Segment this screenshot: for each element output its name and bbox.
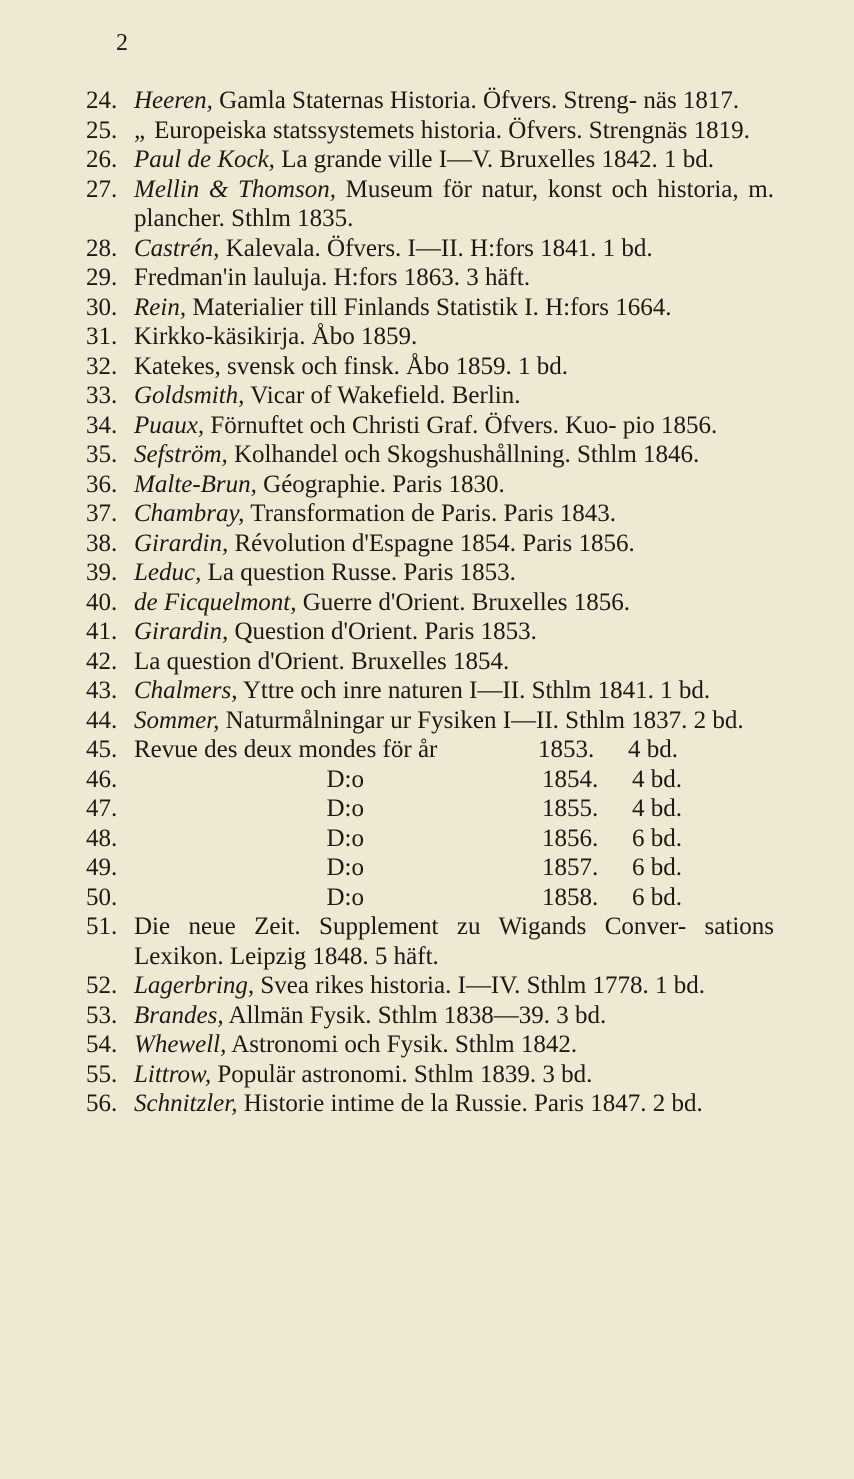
catalogue-entry	[86, 617, 774, 647]
ditto-mark: D:o	[326, 854, 364, 881]
catalogue-entry-ditto	[86, 794, 774, 824]
entry-text	[134, 86, 774, 116]
entry-number: 55.	[86, 1060, 118, 1088]
entry-volumes: 4 bd.	[632, 765, 682, 793]
catalogue-entry	[86, 470, 774, 500]
entry-text	[134, 234, 774, 264]
entry-title: Svea rikes historia. I—IV. Sthlm 1778. 1 bd.	[260, 972, 706, 999]
entry-title: Förnuftet och Christi Graf. Öfvers. Kuo- pio 1856.	[210, 411, 718, 439]
entry-text	[134, 1060, 774, 1090]
entry-number: 31.	[86, 323, 118, 350]
catalogue-entry	[86, 263, 774, 293]
entry-title: Révolution d'Espagne 1854. Paris 1856.	[234, 529, 635, 557]
entry-year: 1855.	[542, 795, 599, 822]
column-gap	[372, 794, 542, 824]
catalogue-entry	[86, 558, 774, 588]
entry-text	[134, 263, 774, 293]
entry-text	[134, 588, 774, 618]
entry-text	[134, 558, 774, 588]
entry-number: 30.	[86, 293, 118, 321]
ditto-rows	[86, 765, 774, 913]
catalogue-entry	[86, 1030, 774, 1060]
entry-text	[134, 912, 774, 971]
entry-title: Fredman'in lauluja. H:fors 1863. 3 häft.	[134, 264, 531, 291]
entry-text	[134, 470, 774, 500]
catalogue-entry	[86, 971, 774, 1001]
entry-author: Puaux,	[134, 411, 205, 439]
entry-title: Materialier till Finlands Statistik I. H:fors 1664.	[192, 293, 672, 321]
entry-title: Question d'Orient. Paris 1853.	[234, 618, 537, 645]
column-gap	[372, 765, 542, 795]
entry-number: 37.	[86, 500, 118, 527]
entry-number: 52.	[86, 972, 118, 999]
entry-number: 56.	[86, 1090, 118, 1117]
column-gap	[372, 853, 542, 883]
catalogue-entry	[86, 234, 774, 264]
entry-number: 47.	[86, 795, 118, 822]
catalogue-entry-ditto	[86, 853, 774, 883]
ditto-mark: D:o	[326, 795, 364, 822]
entry-number: 24.	[86, 87, 118, 114]
catalogue-entry	[86, 529, 774, 559]
entry-number: 46.	[86, 765, 118, 793]
catalogue-list	[86, 86, 774, 1119]
entry-volumes: 6 bd.	[632, 824, 682, 852]
column-gap	[372, 883, 542, 913]
entry-volumes: 6 bd.	[632, 883, 682, 911]
entry-title: Naturmålningar ur Fysiken I—II. Sthlm 1837. 2 bd.	[225, 706, 744, 734]
entry-text	[134, 676, 774, 706]
entry-author: Schnitzler,	[134, 1090, 238, 1117]
page-number: 2	[116, 30, 128, 56]
entry-number: 48.	[86, 824, 118, 852]
entry-author: Castrén,	[134, 234, 220, 262]
entry-number: 41.	[86, 618, 118, 645]
entry-number: 43.	[86, 677, 118, 704]
catalogue-entry	[86, 381, 774, 411]
entry-number: 40.	[86, 588, 118, 616]
entry-number: 28.	[86, 234, 118, 262]
ditto-mark: D:o	[326, 765, 364, 793]
entry-author: Lagerbring,	[134, 972, 255, 999]
entry-text	[134, 971, 774, 1001]
entry-title: Gamla Staternas Historia. Öfvers. Streng- näs 1817.	[219, 87, 740, 114]
entries-part-1	[86, 86, 774, 735]
entry-title: Kalevala. Öfvers. I—II. H:fors 1841. 1 bd.	[225, 234, 653, 262]
entry-author: Rein,	[134, 293, 187, 321]
entry-text	[134, 381, 774, 411]
entry-author: Brandes,	[134, 1001, 224, 1029]
catalogue-entry-ditto	[86, 824, 774, 854]
entry-text	[134, 440, 774, 470]
entry-title: Vicar of Wakefield. Berlin.	[250, 382, 521, 409]
catalogue-entry	[86, 440, 774, 470]
entry-title: Museum för natur, konst och historia, m. plancher. Sthlm 1835.	[134, 175, 774, 232]
entry-text	[134, 617, 774, 647]
catalogue-entry	[86, 912, 774, 971]
entry-number: 42.	[86, 647, 118, 675]
catalogue-entry-ditto	[86, 883, 774, 913]
entry-text	[134, 411, 774, 441]
catalogue-entry	[86, 293, 774, 323]
entry-author: Chambray,	[134, 500, 245, 527]
entry-author: de Ficquelmont,	[134, 588, 297, 616]
entry-title: Géographie. Paris 1830.	[263, 470, 505, 498]
catalogue-entry	[86, 1001, 774, 1031]
entry-title: La grande ville I—V. Bruxelles 1842. 1 bd.	[281, 146, 714, 173]
entry-number: 39.	[86, 559, 118, 586]
entry-number: 32.	[86, 352, 118, 380]
entry-author: Mellin & Thomson,	[134, 175, 336, 203]
entry-title: Guerre d'Orient. Bruxelles 1856.	[302, 588, 631, 616]
entry-title: Kolhandel och Skogshushållning. Sthlm 1846.	[234, 441, 700, 468]
entry-title: Europeiska statssystemets historia. Öfvers. Strengnäs 1819.	[154, 116, 750, 144]
entry-author: Leduc,	[134, 559, 202, 586]
catalogue-entry	[86, 588, 774, 618]
catalogue-entry	[86, 499, 774, 529]
entry-year: 1857.	[542, 854, 599, 881]
entry-number: 44.	[86, 706, 118, 734]
entry-number: 29.	[86, 264, 118, 291]
entry-text	[134, 706, 774, 736]
entry-title: Astronomi och Fysik. Sthlm 1842.	[231, 1031, 578, 1058]
entry-number: 34.	[86, 411, 118, 439]
catalogue-entry	[86, 175, 774, 234]
ditto-mark: D:o	[326, 883, 364, 911]
entry-year: 1854.	[542, 765, 599, 793]
catalogue-entry	[86, 1060, 774, 1090]
entry-text	[134, 1089, 774, 1119]
entry-author: Sefström,	[134, 441, 228, 468]
entry-text	[134, 499, 774, 529]
entry-volumes: 4 bd.	[628, 736, 678, 763]
entry-title: La question d'Orient. Bruxelles 1854.	[134, 647, 510, 675]
entry-number: 35.	[86, 441, 118, 468]
entry-number: 25.	[86, 116, 118, 144]
entry-number: 54.	[86, 1031, 118, 1058]
entry-text	[134, 293, 774, 323]
entry-number: 27.	[86, 175, 118, 203]
entry-number: 33.	[86, 382, 118, 409]
entry-number: 45.	[86, 736, 118, 763]
entry-year: 1856.	[542, 824, 599, 852]
entry-number: 38.	[86, 529, 118, 557]
column-gap	[372, 824, 542, 854]
entry-title: Kirkko-käsikirja. Åbo 1859.	[134, 323, 418, 350]
entry-volumes: 4 bd.	[632, 795, 682, 822]
entry-title: Katekes, svensk och finsk. Åbo 1859. 1 bd.	[134, 352, 568, 380]
entry-text	[134, 1030, 774, 1060]
catalogue-entry-ditto	[86, 765, 774, 795]
entry-author: Girardin,	[134, 618, 229, 645]
entry-text	[134, 145, 774, 175]
entry-author: Paul de Kock,	[134, 146, 275, 173]
entry-number: 50.	[86, 883, 118, 911]
entry-author: Girardin,	[134, 529, 229, 557]
catalogue-entry	[86, 145, 774, 175]
entry-title: Populär astronomi. Sthlm 1839. 3 bd.	[217, 1060, 593, 1088]
entry-year: 1858.	[542, 883, 599, 911]
entry-text	[134, 322, 774, 352]
catalogue-entry-45	[86, 735, 774, 765]
entry-title: Yttre och inre naturen I—II. Sthlm 1841. 1 bd.	[242, 677, 711, 704]
entry-author: Heeren,	[134, 87, 213, 114]
entry-text	[134, 116, 774, 146]
entry-title: Revue des deux mondes för år	[134, 736, 438, 763]
catalogue-entry	[86, 676, 774, 706]
catalogue-entry	[86, 352, 774, 382]
ditto-mark: D:o	[326, 824, 364, 852]
entry-text	[134, 1001, 774, 1031]
entry-author: Chalmers,	[134, 677, 238, 704]
entry-title: Allmän Fysik. Sthlm 1838—39. 3 bd.	[228, 1001, 607, 1029]
catalogue-entry	[86, 86, 774, 116]
entry-text	[134, 529, 774, 559]
entry-number: 26.	[86, 146, 118, 173]
entry-number: 36.	[86, 470, 118, 498]
entry-title: Die neue Zeit. Supplement zu Wigands Conver- sations Lexikon. Leipzig 1848. 5 häft.	[134, 913, 774, 970]
entry-author: „	[134, 116, 148, 144]
entry-volumes: 6 bd.	[632, 854, 682, 881]
entry-author: Malte-Brun,	[134, 470, 257, 498]
catalogue-entry	[86, 411, 774, 441]
entry-number: 53.	[86, 1001, 118, 1029]
entry-text	[134, 647, 774, 677]
catalogue-entry	[86, 1089, 774, 1119]
catalogue-entry	[86, 116, 774, 146]
entry-title: Transformation de Paris. Paris 1843.	[250, 500, 616, 527]
entry-author: Goldsmith,	[134, 382, 245, 409]
catalogue-entry	[86, 647, 774, 677]
entry-author: Littrow,	[134, 1060, 212, 1088]
entry-author: Sommer,	[134, 706, 220, 734]
entry-title: La question Russe. Paris 1853.	[207, 559, 516, 586]
entries-part-2	[86, 912, 774, 1119]
entry-year: 1853.	[538, 736, 595, 763]
entry-author: Whewell,	[134, 1031, 227, 1058]
catalogue-entry	[86, 322, 774, 352]
entry-text	[134, 352, 774, 382]
entry-text	[134, 175, 774, 234]
entry-number: 51.	[86, 913, 118, 940]
entry-title: Historie intime de la Russie. Paris 1847. 2 bd.	[243, 1090, 703, 1117]
entry-number: 49.	[86, 854, 118, 881]
catalogue-entry	[86, 706, 774, 736]
